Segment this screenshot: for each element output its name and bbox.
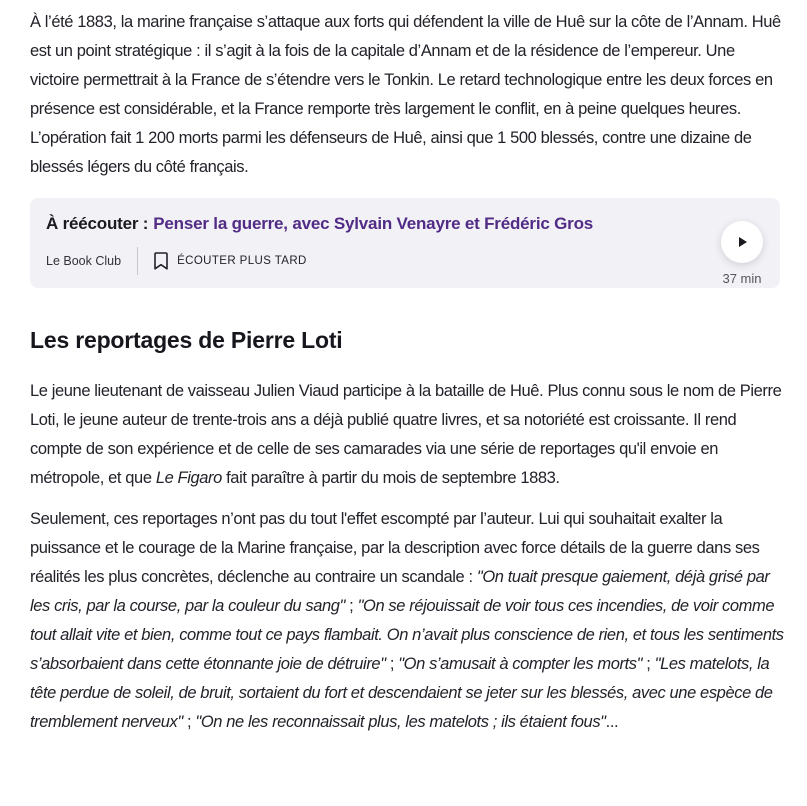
section-heading: Les reportages de Pierre Loti <box>30 327 343 353</box>
replay-card <box>30 198 780 288</box>
italic-text-run: "On se réjouissait de voir tous ces incendies, de voir comme tout allait vite et bien, comme tout ce pays flambait. On n’avait plus conscience de rien, et tous les sentiments s’absorbaient dans cette étonnante joie de détruire" <box>30 597 784 673</box>
play-icon <box>734 234 750 250</box>
text-run: Seulement, ces reportages n’ont pas du tout l'effet escompté par l’auteur. Lui qui souhaitait exalter la puissance et le courage de la Marine française, par la description avec force détails de la guerre dans ses réalités les plus concrètes, déclenche au contraire un scandale : <box>30 510 760 586</box>
replay-meta-row <box>46 247 714 275</box>
text-run: ; <box>642 655 655 673</box>
text-run: ; <box>385 655 399 673</box>
replay-episode-link[interactable]: Penser la guerre, avec Sylvain Venayre et Frédéric Gros <box>153 214 594 233</box>
italic-text-run: Le Figaro <box>155 469 222 487</box>
play-button[interactable] <box>721 221 763 263</box>
text-run: ... <box>605 713 619 731</box>
scandal-paragraph <box>30 505 787 737</box>
italic-text-run: "On s’amusait à compter les morts" <box>398 655 643 673</box>
loti-paragraph <box>30 377 787 493</box>
bookmark-icon <box>154 252 168 270</box>
text-run: ; <box>345 597 358 615</box>
italic-text-run: "Les matelots, la tête perdue de soleil, de bruit, sortaient du fort et descendaient se jeter sur les blessés, avec une espèce de tremblement nerveux" <box>30 655 773 731</box>
intro-paragraph: À l’été 1883, la marine française s’attaque aux forts qui défendent la ville de Huê sur la côte de l’Annam. Huê est un point stratégique : il s’agit à la fois de la capitale d’Annam et de la résidence de l’empereur. Une victoire permettrait à la France de s’étendre vers le Tonkin. Le retard technologique entre les deux forces en présence est considérable, et la France remporte très largement le conflit, en à peine quelques heures. L’opération fait 1 200 morts parmi les défenseurs de Huê, ainsi que 1 500 blessés, contre une dizaine de blessés légers du côté français. <box>30 13 781 176</box>
italic-text-run: "On ne les reconnaissait plus, les matelots ; ils étaient fous" <box>195 713 606 731</box>
text-run: Le jeune lieutenant de vaisseau Julien Viaud participe à la bataille de Huê. Plus connu sous le nom de Pierre Loti, le jeune auteur de trente-trois ans a déjà publié quatre livres, et sa notoriété est croissante. Il rend compte de son expérience et de celle de ses camarades via une série de reportages qu'il envoie en métropole, et que <box>30 382 782 487</box>
listen-later-button[interactable] <box>154 252 307 270</box>
show-name: Le Book Club <box>46 254 122 268</box>
replay-player <box>714 213 770 288</box>
duration-label: 37 min <box>722 271 762 286</box>
replay-title <box>46 213 714 235</box>
text-run: ; <box>182 713 196 731</box>
text-run: fait paraître à partir du mois de septembre 1883. <box>221 469 560 487</box>
replay-label: À réécouter : <box>46 214 149 233</box>
replay-card-info <box>46 213 714 288</box>
vertical-divider <box>137 247 138 275</box>
listen-later-label: ÉCOUTER PLUS TARD <box>177 255 307 267</box>
italic-text-run: "On tuait presque gaiement, déjà grisé par les cris, par la course, par la couleur du sang" <box>30 568 770 615</box>
